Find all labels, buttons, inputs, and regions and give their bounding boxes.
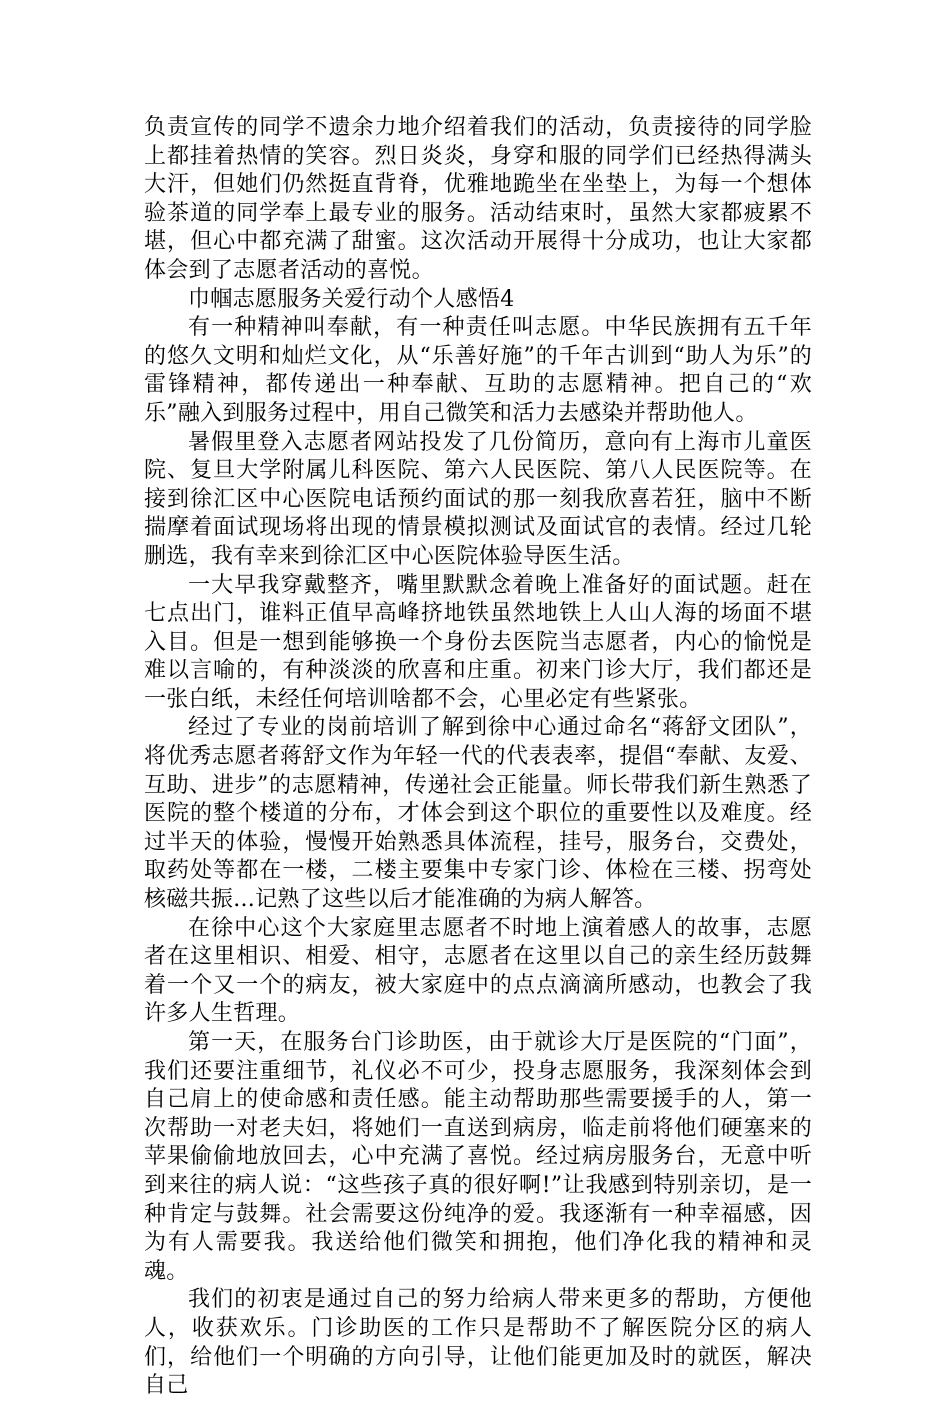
paragraph: 我们的初衷是通过自己的努力给病人带来更多的帮助，方便他人，收获欢乐。门诊助医的工作只是帮助不了解医院分区的病人们，给他们一个明确的方向引导，让他们能更加及时的就医，解决自己 — [144, 1287, 812, 1399]
paragraph: 一大早我穿戴整齐，嘴里默默念着晚上准备好的面试题。赶在七点出门，谁料正值早高峰挤地铁虽然地铁上人山人海的场面不堪入目。但是一想到能够换一个身份去医院当志愿者，内心的愉悦是难以言喻的，有种淡淡的欣喜和庄重。初来门诊大厅，我们都还是一张白纸，未经任何培训啥都不会，心里必定有些紧张。 — [144, 572, 812, 712]
paragraph: 第一天，在服务台门诊助医，由于就诊大厅是医院的“门面”，我们还要注重细节，礼仪必不可少，投身志愿服务，我深刻体会到自己肩上的使命感和责任感。能主动帮助那些需要援手的人，第一次帮助一对老夫妇，将她们一直送到病房，临走前将他们硬塞来的苹果偷偷地放回去，心中充满了喜悦。经过病房服务台，无意中听到来往的病人说：“这些孩子真的很好啊!”让我感到特别亲切，是一种肯定与鼓舞。社会需要这份纯净的爱。我逐渐有一种幸福感，因为有人需要我。我送给他们微笑和拥抱，他们净化我的精神和灵魂。 — [144, 1030, 812, 1284]
document-page — [144, 114, 812, 1401]
paragraph: 经过了专业的岗前培训了解到徐中心通过命名“蒋舒文团队”，将优秀志愿者蒋舒文作为年轻一代的代表表率，提倡“奉献、友爱、互助、进步”的志愿精神，传递社会正能量。师长带我们新生熟悉了医院的整个楼道的分布，才体会到这个职位的重要性以及难度。经过半天的体验，慢慢开始熟悉具体流程，挂号，服务台，交费处，取药处等都在一楼，二楼主要集中专家门诊、体检在三楼、拐弯处核磁共振...记熟了这些以后才能准确的为病人解答。 — [144, 715, 812, 913]
paragraph: 暑假里登入志愿者网站投发了几份简历，意向有上海市儿童医院、复旦大学附属儿科医院、第六人民医院、第八人民医院等。在接到徐汇区中心医院电话预约面试的那一刻我欣喜若狂，脑中不断揣摩着面试现场将出现的情景模拟测试及面试官的表情。经过几轮删选，我有幸来到徐汇区中心医院体验导医生活。 — [144, 429, 812, 569]
paragraph: 有一种精神叫奉献，有一种责任叫志愿。中华民族拥有五千年的悠久文明和灿烂文化，从“乐善好施”的千年古训到“助人为乐”的雷锋精神，都传递出一种奉献、互助的志愿精神。把自己的“欢乐”融入到服务过程中，用自己微笑和活力去感染并帮助他人。 — [144, 315, 812, 426]
section-heading: 巾帼志愿服务关爱行动个人感悟4 — [188, 286, 515, 312]
paragraph-continuation: 负责宣传的同学不遗余力地介绍着我们的活动，负责接待的同学脸上都挂着热情的笑容。烈日炎炎，身穿和服的同学们已经热得满头大汗，但她们仍然挺直背脊，优雅地跪坐在坐垫上，为每一个想体验茶道的同学奉上最专业的服务。活动结束时，虽然大家都疲累不堪，但心中都充满了甜蜜。这次活动开展得十分成功，也让大家都体会到了志愿者活动的喜悦。 — [144, 115, 812, 283]
paragraph: 在徐中心这个大家庭里志愿者不时地上演着感人的故事，志愿者在这里相识、相爱、相守，志愿者在这里以自己的亲生经历鼓舞着一个又一个的病友，被大家庭中的点点滴滴所感动，也教会了我许多人生哲理。 — [144, 915, 812, 1027]
